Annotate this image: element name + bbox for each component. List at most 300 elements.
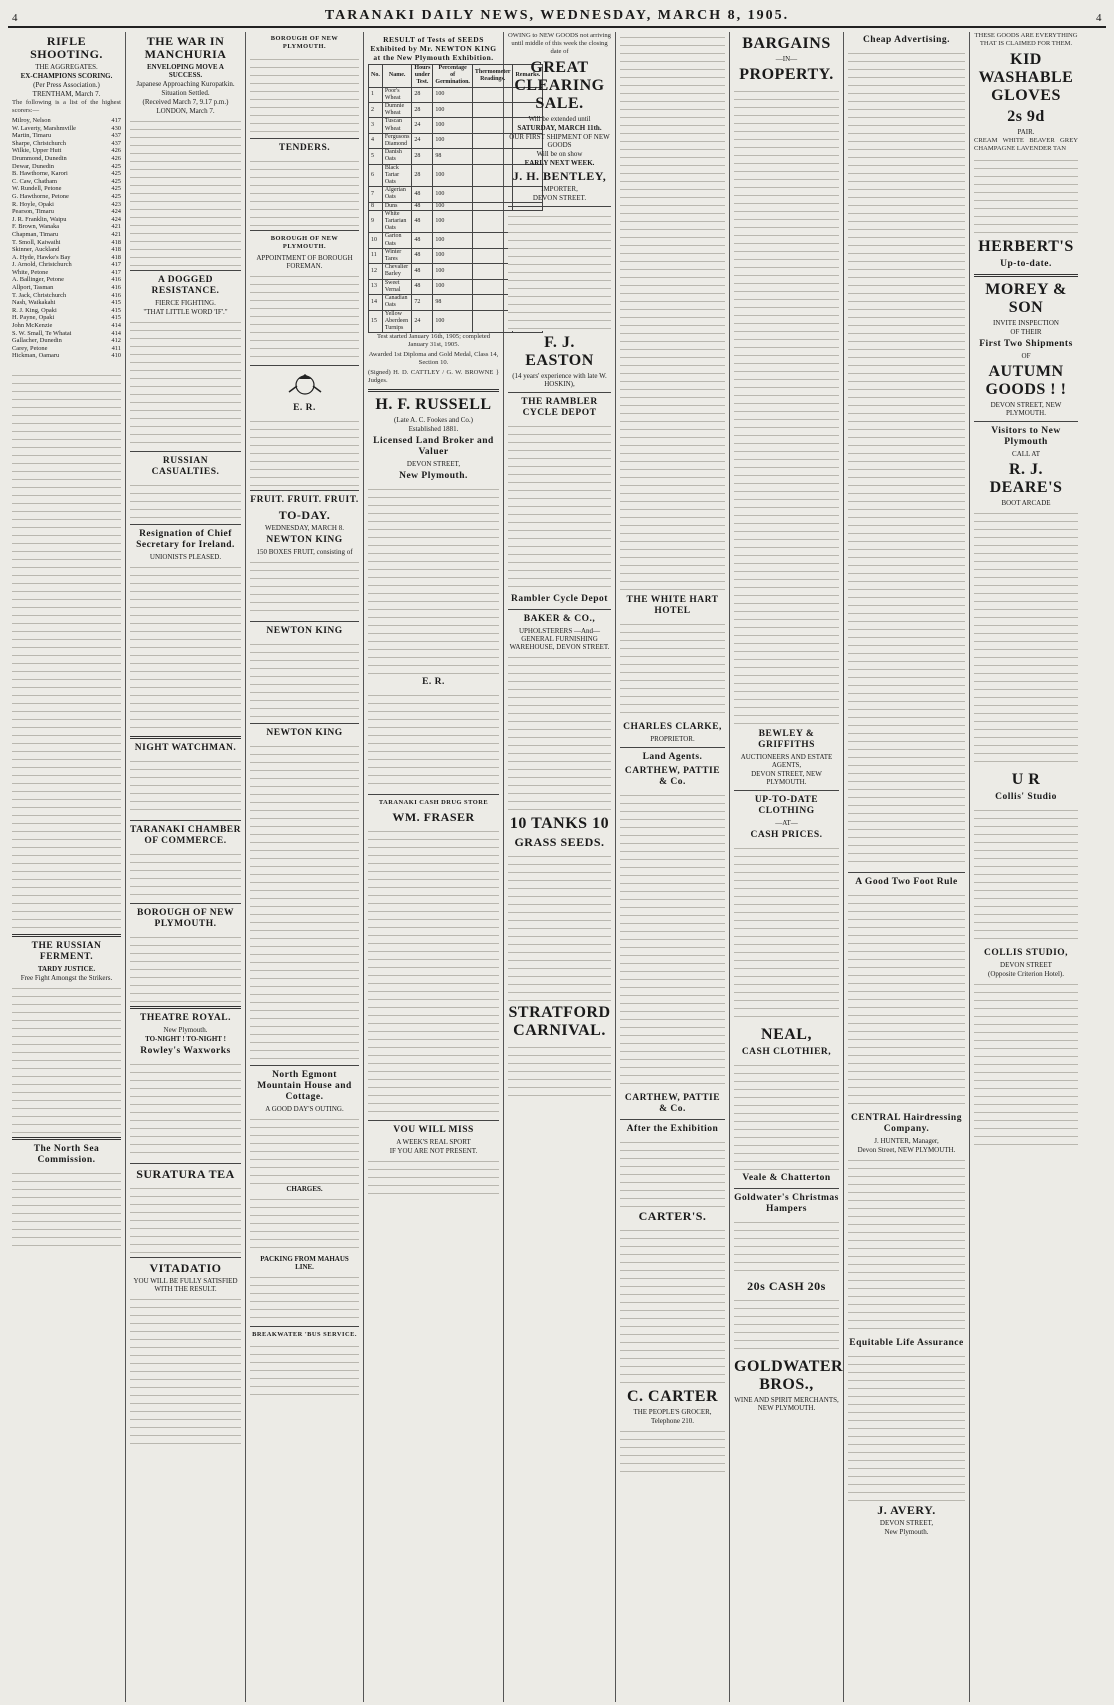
rambler-depot-heading: Rambler Cycle Depot (511, 594, 608, 604)
notice-text-block (368, 690, 499, 790)
borough-heading-1: BOROUGH OF NEW PLYMOUTH. (270, 35, 339, 51)
hairdressing-address: Devon Street, NEW PLYMOUTH. (857, 1146, 956, 1154)
boot-arcade-line: BOOT ARCADE (1001, 499, 1051, 507)
divider (12, 1137, 121, 1140)
score-name: R. Hoyle, Opaki (12, 200, 54, 208)
ad-text-block (974, 805, 1078, 945)
table-cell: Danish Oats (382, 149, 412, 164)
ad-text-block (974, 155, 1078, 235)
table-cell: 48 (412, 202, 433, 210)
collis-street: DEVON STREET (1000, 961, 1052, 969)
collis-studio-name: COLLIS STUDIO, (983, 948, 1069, 958)
packing-subheading: PACKING FROM MAHAUS LINE. (260, 1254, 349, 1271)
table-cell: Garton Oats (382, 233, 412, 248)
score-row (12, 299, 121, 307)
theatre-location: New Plymouth. (163, 1026, 208, 1034)
score-name: T. Smoll, Kaiwaihi (12, 238, 61, 246)
score-value: 417 (111, 261, 121, 269)
ad-text-block (620, 1426, 725, 1476)
seeds-results-heading: RESULT of Tests of SEEDS Exhibited by Mr. NEWTON KING at the New Plymouth Exhibition. (370, 35, 497, 62)
score-row (12, 140, 121, 148)
score-name: Pearson, Timaru (12, 208, 54, 216)
land-broker-heading: Licensed Land Broker and Valuer (373, 436, 494, 458)
divider (250, 1326, 359, 1327)
ad-text-block (620, 790, 725, 1090)
score-row (12, 246, 121, 254)
column-7 (730, 32, 844, 1702)
telephone-line: Telephone 210. (650, 1417, 695, 1425)
score-name: F. Brown, Wanaka (12, 223, 60, 231)
score-row (12, 269, 121, 277)
early-next-week-line: EARLY NEXT WEEK. (524, 159, 595, 167)
columns (8, 32, 1106, 1702)
white-hart-heading: THE WHITE HART HOTEL (626, 595, 719, 616)
clothing-heading: UP-TO-DATE CLOTHING (754, 795, 819, 816)
score-row (12, 239, 121, 247)
u-r-heading: U R (1011, 771, 1041, 788)
table-cell: 100 (433, 248, 472, 263)
divider (974, 421, 1078, 422)
score-value: 426 (111, 154, 121, 162)
score-value: 417 (111, 117, 121, 124)
score-value: 424 (111, 208, 121, 216)
easton-experience-line: (14 years' experience with late W. HOSKIN), (512, 372, 607, 388)
ad-text-block (508, 1042, 611, 1102)
table-cell: 4 (369, 133, 383, 148)
divider (734, 1188, 839, 1189)
newton-king-heading-3: NEWTON KING (266, 727, 343, 738)
neal-heading: NEAL, (761, 1026, 812, 1043)
score-name: B. Hawthorne, Karori (12, 170, 68, 178)
at-line: —AT— (775, 819, 798, 827)
score-name: Carey, Petone (12, 344, 48, 352)
score-value: 425 (111, 177, 121, 185)
table-cell: 98 (433, 149, 472, 164)
score-name: T. Jack, Christchurch (12, 291, 67, 299)
score-value: 417 (111, 268, 121, 276)
score-row (12, 201, 121, 209)
enveloping-subheading: ENVELOPING MOVE A SUCCESS. (146, 63, 224, 79)
table-cell: 100 (433, 187, 472, 202)
score-row (12, 314, 121, 322)
collis-opposite: (Opposite Criterion Hotel). (987, 970, 1064, 978)
notice-text-block (250, 416, 359, 486)
divider (250, 621, 359, 622)
score-name: John McKenzie (12, 322, 53, 330)
war-manchuria-heading: THE WAR IN MANCHURIA (144, 34, 227, 61)
situation-subheading: Situation Settled. (161, 89, 210, 97)
masthead (8, 6, 1106, 28)
notice-text-block (130, 756, 241, 816)
theatre-royal-heading: THEATRE ROYAL. (140, 1013, 231, 1023)
bentley-heading: J. H. BENTLEY, (512, 169, 607, 183)
table-cell: 15 (369, 310, 383, 333)
proprietor-line: PROPRIETOR. (650, 735, 695, 743)
article-text-block (130, 562, 241, 732)
score-row (12, 155, 121, 163)
table-cell: 100 (433, 233, 472, 248)
goldwater-hampers-heading: Goldwater's Christmas Hampers (734, 1193, 839, 1214)
score-value: 421 (111, 230, 121, 238)
table-cell: 28 (412, 103, 433, 118)
russian-ferment-heading: THE RUSSIAN FERMENT. (31, 941, 102, 962)
invite-inspection-line: INVITE INSPECTION (993, 319, 1059, 327)
score-value: 418 (111, 246, 121, 254)
divider (130, 736, 241, 739)
divider (250, 365, 359, 366)
table-cell: 48 (412, 264, 433, 279)
article-text-block (12, 370, 121, 930)
article-text-block (130, 116, 241, 266)
suratura-tea-heading: SURATURA TEA (136, 1167, 235, 1181)
divider (368, 389, 499, 392)
ad-text-block (620, 32, 725, 592)
equitable-life-heading: Equitable Life Assurance (849, 1338, 964, 1348)
score-name: Chapman, Timaru (12, 230, 59, 238)
column-2 (126, 32, 246, 1702)
ad-text-block (734, 1217, 839, 1277)
received-line: (Received March 7, 9.17 p.m.) (142, 98, 229, 106)
score-name: Nash, Waikakahi (12, 299, 56, 307)
ad-text-block (620, 1225, 725, 1385)
score-row (12, 345, 121, 353)
table-cell: Black Tartar Oats (382, 164, 412, 187)
table-cell: 10 (369, 233, 383, 248)
waxworks-heading: Rowley's Waxworks (140, 1046, 231, 1056)
scores-list (12, 117, 121, 360)
herberts-heading: HERBERT'S (978, 238, 1074, 255)
table-cell: 24 (412, 133, 433, 148)
vitadatio-heading: VITADATIO (149, 1261, 222, 1275)
property-listings-block (734, 86, 839, 726)
divider (368, 794, 499, 795)
veale-chatterton-heading: Veale & Chatterton (742, 1173, 831, 1183)
table-cell: Duns (382, 202, 412, 210)
divider (130, 270, 241, 271)
tanks-heading: 10 TANKS 10 (509, 815, 610, 832)
column-1 (8, 32, 126, 1702)
visitors-heading: Visitors to New Plymouth (991, 426, 1061, 447)
glove-colours: CREAM WHITE BEAVER GREY CHAMPAGNE LAVENDER TAN (974, 137, 1078, 152)
score-value: 437 (111, 132, 121, 140)
ad-text-block (368, 1156, 499, 1196)
table-cell: 12 (369, 264, 383, 279)
little-word-subheading: "THAT LITTLE WORD 'IF'." (143, 308, 228, 316)
test-dates-line: Test started January 16th, 1905; completed January 31st, 1905. (376, 333, 491, 349)
wednesday-line: WEDNESDAY, MARCH 8. (265, 523, 344, 532)
score-value: 430 (111, 124, 121, 132)
table-cell: 28 (412, 164, 433, 187)
royal-crest-icon (285, 370, 325, 400)
first-shipment-line: OUR FIRST SHIPMENT OF NEW GOODS (509, 133, 610, 149)
table-header: Remarks. (513, 65, 543, 88)
in-line: —IN— (775, 55, 798, 63)
divider (508, 206, 611, 207)
score-name: J. Arnold, Christchurch (12, 261, 72, 269)
score-name: W. Laverty, Marshmville (12, 124, 76, 132)
ad-text-block (368, 826, 499, 1116)
score-value: 418 (111, 253, 121, 261)
column-4 (364, 32, 541, 1702)
peoples-grocer-line: THE PEOPLE'S GROCER, (633, 1408, 712, 1416)
borough-heading-2: BOROUGH OF NEW PLYMOUTH. (270, 234, 339, 251)
table-cell: 100 (433, 118, 472, 133)
new-plymouth-heading: New Plymouth. (399, 471, 468, 482)
column-6 (616, 32, 730, 1702)
of-line: OF (1021, 352, 1031, 360)
tenders-heading: TENDERS. (278, 142, 331, 153)
divider (508, 609, 611, 610)
ex-champions-subheading: EX-CHAMPIONS SCORING. (20, 72, 113, 80)
score-name: G. Hawthorne, Petone (12, 192, 69, 200)
today-heading: TO-DAY. (278, 507, 331, 522)
russian-casualties-heading: RUSSIAN CASUALTIES. (151, 456, 220, 477)
table-cell: 100 (433, 264, 472, 279)
clearing-sale-heading: GREAT CLEARING SALE. (514, 59, 605, 112)
score-name: Dewar, Dunedin (12, 162, 54, 170)
ad-text-block (620, 619, 725, 719)
table-cell: 72 (412, 295, 433, 310)
score-value: 416 (111, 284, 121, 292)
ad-text-block (508, 851, 611, 1001)
ad-text-block (620, 1137, 725, 1207)
score-name: J. R. Franklin, Waipu (12, 215, 67, 223)
score-row (12, 208, 121, 216)
divider (250, 1065, 359, 1066)
column-9 (970, 32, 1082, 1702)
divider (250, 723, 359, 724)
goldwater-bros-heading: GOLDWATER BROS., (734, 1358, 844, 1393)
fierce-fighting-subheading: FIERCE FIGHTING. (155, 299, 216, 307)
table-cell: Chevalier Barley (382, 264, 412, 279)
importer-line: IMPORTER, (541, 185, 578, 193)
score-row (12, 163, 121, 171)
on-show-line: Will be on show (536, 150, 583, 158)
c-carter-heading: C. CARTER (626, 1388, 719, 1405)
wine-merchants-line: WINE AND SPIRIT MERCHANTS, NEW PLYMOUTH. (734, 1396, 839, 1412)
classifieds-block (848, 48, 965, 868)
after-exhibition-heading: After the Exhibition (626, 1124, 719, 1134)
table-cell: 100 (433, 210, 472, 233)
score-value: 416 (111, 276, 121, 284)
rambler-cycle-heading: THE RAMBLER CYCLE DEPOT (521, 397, 598, 418)
divider (130, 1257, 241, 1258)
score-name: Hickman, Oamaru (12, 352, 60, 360)
baker-heading: BAKER & CO., (523, 614, 596, 624)
divider (508, 392, 611, 393)
up-to-date-heading: Up-to-date. (1000, 259, 1052, 269)
notice-text-block (250, 271, 359, 361)
divider (12, 934, 121, 937)
score-value: 425 (111, 185, 121, 193)
notice-text-block (130, 849, 241, 899)
russell-late-line: (Late A. C. Fookes and Co.) (394, 416, 473, 425)
bewley-address: DEVON STREET, NEW PLYMOUTH. (751, 770, 822, 786)
score-name: R. J. King, Opaki (12, 306, 57, 314)
score-name: S. W. Small, Te Whatai (12, 329, 72, 337)
table-cell: 48 (412, 279, 433, 294)
ad-text-block (848, 890, 965, 1110)
table-cell: Algerian Oats (382, 187, 412, 202)
score-value: 421 (111, 223, 121, 231)
divider (620, 747, 725, 748)
score-name: Gallacher, Dunedin (12, 337, 62, 345)
table-cell: 13 (369, 279, 383, 294)
judges-signature: (Signed) H. D. CATTLEY / G. W. BROWNE } Judges. (368, 369, 499, 385)
table-header: Thermometer Readings. (472, 65, 513, 88)
table-header: Hours under Test. (412, 65, 433, 88)
divider (130, 903, 241, 904)
land-agents-heading: Land Agents. (642, 752, 703, 762)
table-cell: 9 (369, 210, 383, 233)
russell-heading: H. F. RUSSELL (375, 396, 492, 414)
avery-town: New Plymouth. (884, 1528, 929, 1536)
score-row (12, 132, 121, 140)
table-cell: 100 (433, 202, 472, 210)
score-name: White, Petone (12, 268, 49, 276)
deare-heading: R. J. DEARE'S (989, 461, 1063, 496)
score-row (12, 352, 121, 360)
japanese-subheading: Japanese Approaching Kuropatkin. (136, 80, 235, 88)
table-cell: 48 (412, 187, 433, 202)
score-name: A. Hyde, Hawke's Bay (12, 253, 71, 261)
ad-text-block (250, 741, 359, 1061)
notice-text-block (250, 54, 359, 134)
column-8 (844, 32, 970, 1702)
score-row (12, 337, 121, 345)
ad-text-block (250, 557, 359, 617)
unionists-subheading: UNIONISTS PLEASED. (149, 553, 222, 561)
column-3 (246, 32, 364, 1702)
resignation-heading: Resignation of Chief Secretary for Ireland. (136, 529, 235, 550)
ad-text-block (508, 652, 611, 812)
score-row (12, 322, 121, 330)
tonight-line: TO-NIGHT ! TO-NIGHT ! (145, 1035, 226, 1043)
call-at-line: CALL AT (1012, 450, 1040, 458)
good-days-outing: A GOOD DAY'S OUTING. (265, 1104, 344, 1113)
hunter-manager-line: J. HUNTER, Manager, (874, 1137, 939, 1145)
table-cell: 14 (369, 295, 383, 310)
score-row (12, 216, 121, 224)
collis-studio-heading: Collis' Studio (995, 792, 1057, 802)
score-value: 415 (111, 299, 121, 307)
divider (250, 230, 359, 231)
boxes-fruit-line: 150 BOXES FRUIT, consisting of (256, 547, 353, 556)
appointment-subheading: APPOINTMENT OF BOROUGH FOREMAN. (256, 253, 353, 270)
real-sport-line: A WEEK'S REAL SPORT (396, 1137, 471, 1146)
score-name: Allport, Tasman (12, 284, 54, 292)
score-value: 410 (111, 352, 121, 360)
column-5 (504, 32, 616, 1702)
tardy-justice-subheading: TARDY JUSTICE. (37, 965, 96, 973)
upholsterers-line: UPHOLSTERERS —And— GENERAL FURNISHING WAREHOUSE, DEVON STREET. (509, 627, 610, 651)
grass-seeds-heading: GRASS SEEDS. (514, 835, 605, 849)
notice-text-block (250, 156, 359, 226)
article-text-block (130, 480, 241, 520)
score-name: Skinner, Auckland (12, 246, 60, 254)
score-row (12, 284, 121, 292)
score-value: 414 (111, 322, 121, 330)
north-sea-heading: The North Sea Commission. (33, 1144, 100, 1165)
page-number-right: 4 (1096, 12, 1102, 24)
score-value: 415 (111, 314, 121, 322)
notice-text-block (130, 932, 241, 1002)
score-row (12, 193, 121, 201)
ad-text-block (130, 1294, 241, 1444)
ad-text-block (734, 1295, 839, 1355)
bargains-heading: BARGAINS (742, 35, 831, 52)
ad-text-block (250, 1194, 359, 1254)
table-cell: 28 (412, 149, 433, 164)
score-row (12, 178, 121, 186)
table-cell: 100 (433, 164, 472, 187)
ad-text-block (508, 211, 611, 331)
divider (130, 451, 241, 452)
table-cell: 2 (369, 103, 383, 118)
mountain-house-heading: North Egmont Mountain House and Cottage. (257, 1069, 352, 1102)
central-hairdressing-heading: CENTRAL Hairdressing Company. (851, 1113, 962, 1134)
table-cell: Yellow Aberdeen Turnips (382, 310, 412, 333)
table-cell: 3 (369, 118, 383, 133)
table-cell: 24 (412, 118, 433, 133)
devon-street-line: DEVON STREET. (532, 194, 587, 202)
extended-line: Will be extended until (528, 115, 591, 123)
masthead-title: TARANAKI DAILY NEWS, WEDNESDAY, MARCH 8, 1905. (324, 8, 790, 23)
morey-address: DEVON STREET, NEW PLYMOUTH. (990, 401, 1062, 417)
score-name: C. Caw, Chatham (12, 177, 58, 185)
score-name: Milroy, Nelson (12, 117, 51, 124)
cheap-advertising-heading: Cheap Advertising. (862, 35, 951, 45)
bus-service-heading: BREAKWATER 'BUS SERVICE. (252, 1330, 357, 1338)
score-value: 426 (111, 147, 121, 155)
award-line: Awarded 1st Diploma and Gold Medal, Class 14, Section 10. (368, 351, 499, 367)
carters-heading: CARTER'S. (638, 1209, 707, 1223)
score-name: Martin, Timaru (12, 132, 52, 140)
aggregates-subheading: THE AGGREGATES. (35, 63, 98, 71)
london-dateline: LONDON, March 7. (156, 107, 215, 115)
page-number: 4 (12, 12, 18, 24)
score-row (12, 223, 121, 231)
ad-text-block (974, 508, 1078, 768)
score-row (12, 147, 121, 155)
table-cell: Dumnie Wheat (382, 103, 412, 118)
ad-text-block (130, 1183, 241, 1253)
newton-king-heading-2: NEWTON KING (266, 625, 343, 636)
owing-line: OWING to NEW GOODS not arriving until middle of this week the closing date of (508, 32, 611, 55)
vitadatio-tagline: YOU WILL BE FULLY SATISFIED WITH THE RESULT. (133, 1277, 238, 1293)
stratford-carnival-heading: STRATFORD CARNIVAL. (508, 1004, 611, 1039)
divider (250, 490, 359, 491)
score-value: 412 (111, 337, 121, 345)
chamber-commerce-heading: TARANAKI CHAMBER OF COMMERCE. (130, 825, 242, 846)
ad-text-block (250, 639, 359, 719)
ad-text-block (734, 1060, 839, 1170)
table-cell: 100 (433, 103, 472, 118)
ad-text-block (508, 421, 611, 591)
not-present-line: IF YOU ARE NOT PRESENT. (389, 1146, 478, 1155)
fruit-heading: FRUIT. FRUIT. FRUIT. (250, 494, 359, 505)
ad-text-block (848, 1155, 965, 1335)
fraser-heading: WM. FRASER (392, 809, 475, 824)
table-cell: 100 (433, 279, 472, 294)
table-cell: 98 (433, 295, 472, 310)
score-value: 425 (111, 192, 121, 200)
goods-claimed-line: THESE GOODS ARE EVERYTHING THAT IS CLAIMED FOR THEM. (974, 32, 1078, 47)
ad-text-block (250, 1272, 359, 1322)
article-text-block (130, 317, 241, 447)
table-cell: Tuscan Wheat (382, 118, 412, 133)
score-name: H. Payne, Opaki (12, 314, 55, 322)
